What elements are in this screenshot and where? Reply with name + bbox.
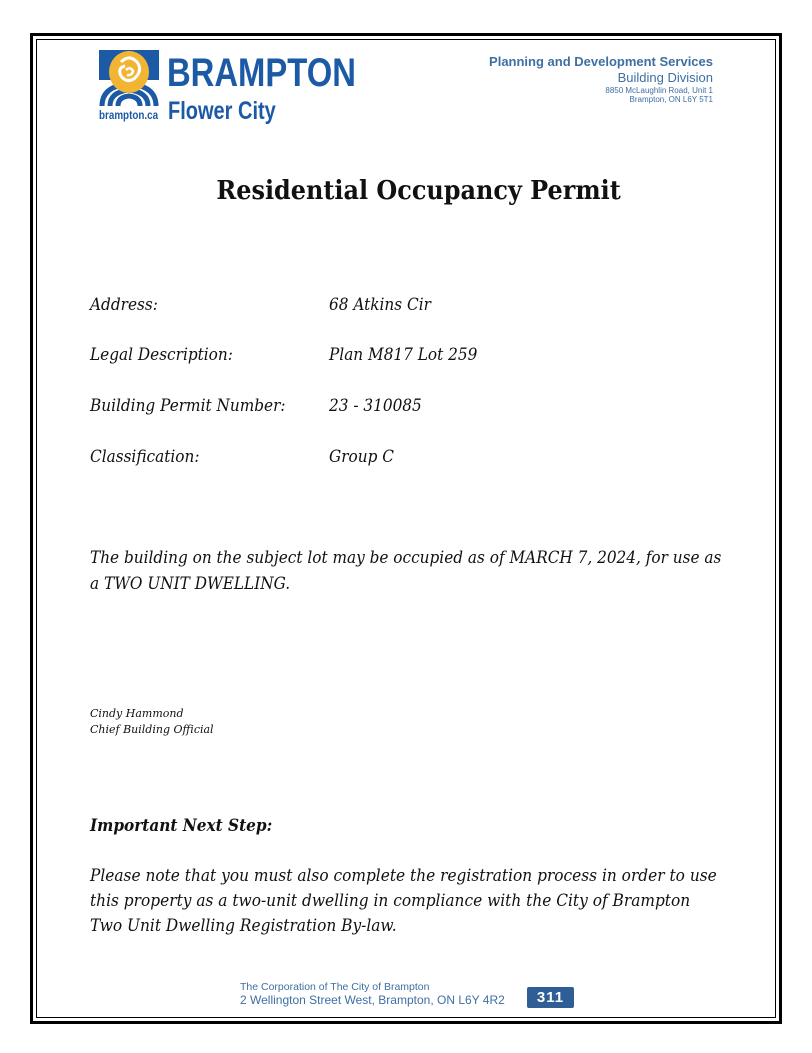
- field-value-permit-number: 23 - 310085: [329, 396, 422, 416]
- badge-311: 311: [527, 987, 574, 1008]
- department-address-line2: Brampton, ON L6Y 5T1: [629, 95, 713, 104]
- field-value-legal-description: Plan M817 Lot 259: [329, 345, 478, 365]
- next-step-heading: Important Next Step:: [90, 816, 273, 836]
- field-label-address: Address:: [90, 295, 158, 315]
- next-step-body: Please note that you must also complete the registration process in order to use this property as a two-unit dwelling in compliance with the City of Brampton Two Unit Dwelling Registration By-law.: [90, 866, 717, 936]
- department-title: Planning and Development Services: [489, 54, 713, 69]
- signatory-title: Chief Building Official: [90, 723, 214, 736]
- flower-logo-icon: [99, 50, 159, 106]
- signatory-block: [90, 706, 214, 738]
- footer-line1: The Corporation of The City of Brampton: [240, 981, 430, 993]
- logo-tagline: Flower City: [168, 97, 276, 125]
- logo-url: brampton.ca: [99, 108, 159, 122]
- field-value-address: 68 Atkins Cir: [329, 295, 431, 315]
- document-title: Residential Occupancy Permit: [216, 176, 621, 206]
- logo-brand-text: BRAMPTON: [167, 51, 356, 95]
- field-label-classification: Classification:: [90, 447, 200, 467]
- field-label-legal-description: Legal Description:: [90, 345, 233, 365]
- brampton-logo: [99, 50, 359, 130]
- department-block: [489, 54, 713, 104]
- department-division: Building Division: [617, 70, 713, 85]
- signatory-name: Cindy Hammond: [90, 707, 184, 720]
- footer-block: [240, 981, 505, 1007]
- footer-line2: 2 Wellington Street West, Brampton, ON L6Y 4R2: [240, 993, 505, 1007]
- field-value-classification: Group C: [329, 447, 394, 467]
- occupancy-statement: The building on the subject lot may be occupied as of MARCH 7, 2024, for use as a TWO UNIT DWELLING.: [90, 548, 722, 594]
- field-label-permit-number: Building Permit Number:: [90, 396, 286, 416]
- department-address-line1: 8850 McLaughlin Road, Unit 1: [605, 86, 713, 95]
